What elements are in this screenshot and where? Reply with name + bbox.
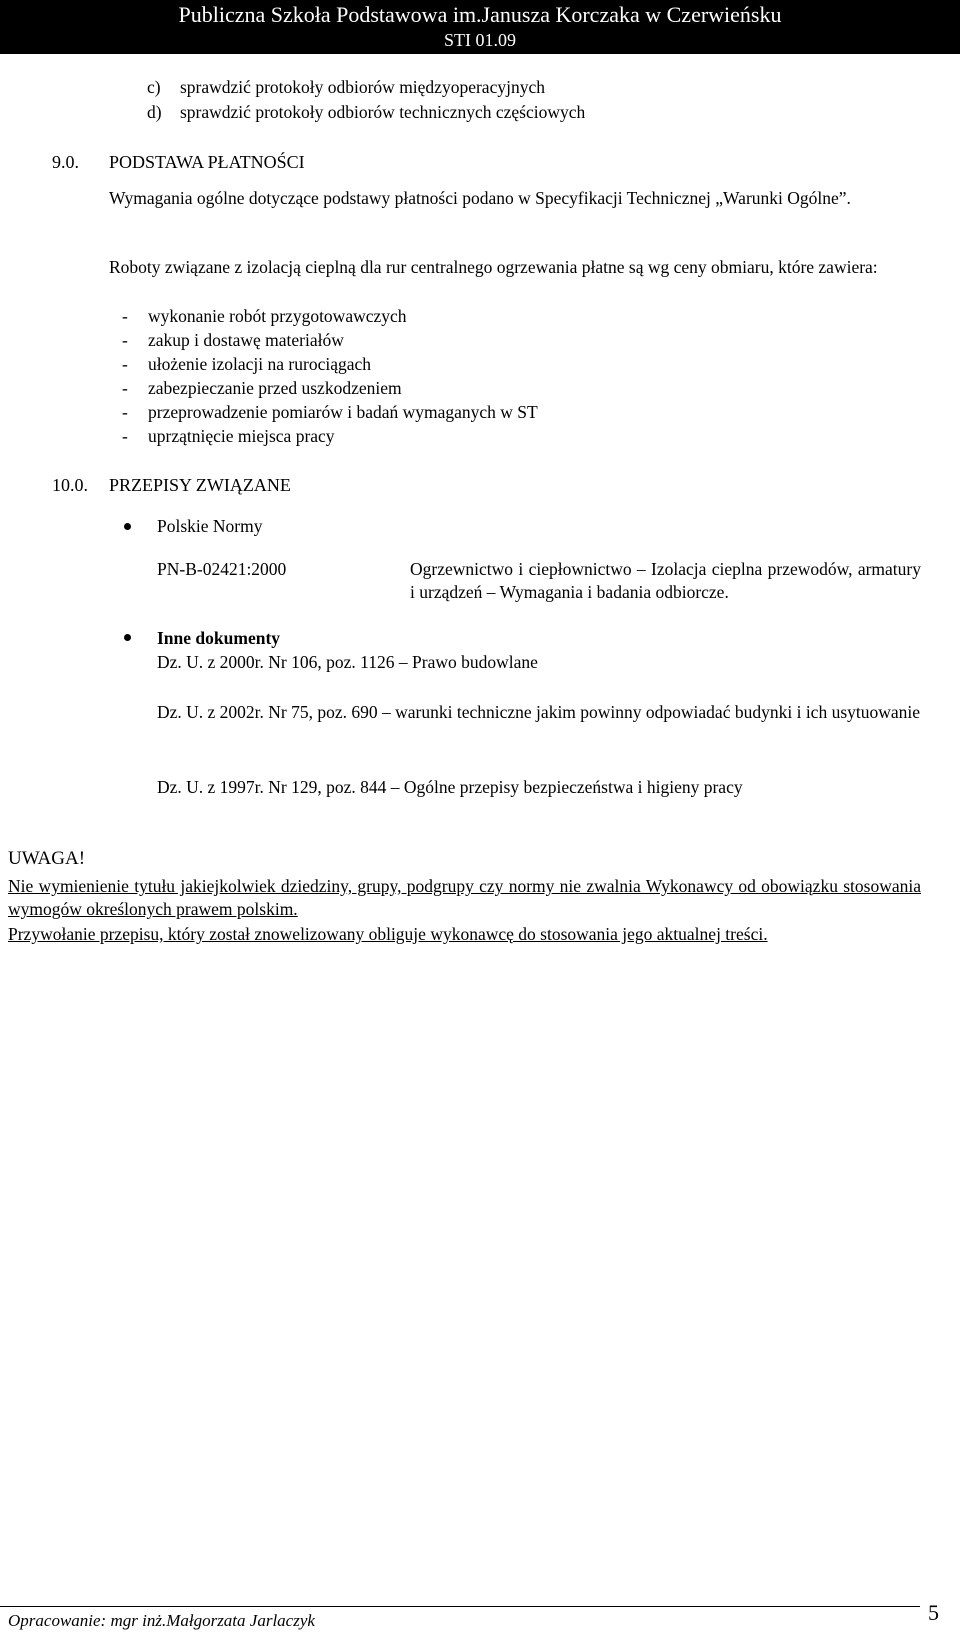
header-title: Publiczna Szkoła Podstawowa im.Janusza Korczaka w Czerwieńsku — [178, 2, 782, 27]
section-paragraph: Roboty związane z izolacją cieplną dla rur centralnego ogrzewania płatne są wg ceny obmiaru, które zawiera: — [109, 257, 878, 277]
list-dash: - — [122, 330, 128, 350]
page-number: 5 — [928, 1600, 939, 1625]
list-item: sprawdzić protokoły odbiorów technicznych częściowych — [180, 102, 586, 122]
section-title: PRZEPISY ZWIĄZANE — [109, 475, 291, 495]
list-dash: - — [122, 378, 128, 398]
norms-heading: Polskie Normy — [157, 516, 263, 536]
norm-code: PN-B-02421:2000 — [157, 559, 287, 579]
list-item: zakup i dostawę materiałów — [148, 330, 344, 350]
notice-line: Nie wymienienie tytułu jakiejkolwiek dziedziny, grupy, podgrupy czy normy nie zwalnia Wykonawcy od obowiązku stosowania wymogów określonych prawem polskim. — [8, 876, 921, 919]
norm-description: Ogrzewnictwo i ciepłownictwo – Izolacja cieplna przewodów, armatury i urządzeń – Wymagania i badania odbiorcze. — [410, 559, 921, 602]
list-item: wykonanie robót przygotowawczych — [148, 306, 407, 326]
list-item: sprawdzić protokoły odbiorów międzyoperacyjnych — [180, 77, 545, 97]
section-number: 9.0. — [52, 152, 79, 172]
list-dash: - — [122, 402, 128, 422]
section-title: PODSTAWA PŁATNOŚCI — [109, 152, 305, 172]
bullet-icon — [124, 634, 131, 641]
docs-heading: Inne dokumenty — [157, 628, 281, 648]
footer-author: Opracowanie: mgr inż.Małgorzata Jarlaczyk — [8, 1611, 315, 1630]
list-item: uprzątnięcie miejsca pracy — [148, 426, 335, 446]
list-item: ułożenie izolacji na rurociągach — [148, 354, 372, 374]
footer-rule — [0, 1606, 920, 1607]
list-dash: - — [122, 306, 128, 326]
list-dash: - — [122, 426, 128, 446]
list-marker: d) — [147, 102, 162, 122]
document-item: Dz. U. z 2002r. Nr 75, poz. 690 – warunki techniczne jakim powinny odpowiadać budynki i ich usytuowanie — [157, 702, 921, 722]
list-item: przeprowadzenie pomiarów i badań wymaganych w ST — [148, 402, 538, 422]
bullet-icon — [124, 523, 131, 530]
section-number: 10.0. — [52, 475, 88, 495]
list-marker: c) — [147, 77, 161, 97]
list-item: zabezpieczanie przed uszkodzeniem — [148, 378, 402, 398]
notice-title: UWAGA! — [8, 848, 86, 869]
section-intro: Wymagania ogólne dotyczące podstawy płatności podano w Specyfikacji Technicznej „Warunki Ogólne”. — [109, 188, 851, 208]
document-item: Dz. U. z 2000r. Nr 106, poz. 1126 – Prawo budowlane — [157, 652, 538, 672]
header-code: STI 01.09 — [444, 30, 516, 50]
document-item: Dz. U. z 1997r. Nr 129, poz. 844 – Ogólne przepisy bezpieczeństwa i higieny pracy — [157, 777, 743, 797]
page-header — [0, 0, 960, 54]
list-dash: - — [122, 354, 128, 374]
notice-line: Przywołanie przepisu, który został znowelizowany obliguje wykonawcę do stosowania jego aktualnej treści. — [8, 924, 768, 944]
